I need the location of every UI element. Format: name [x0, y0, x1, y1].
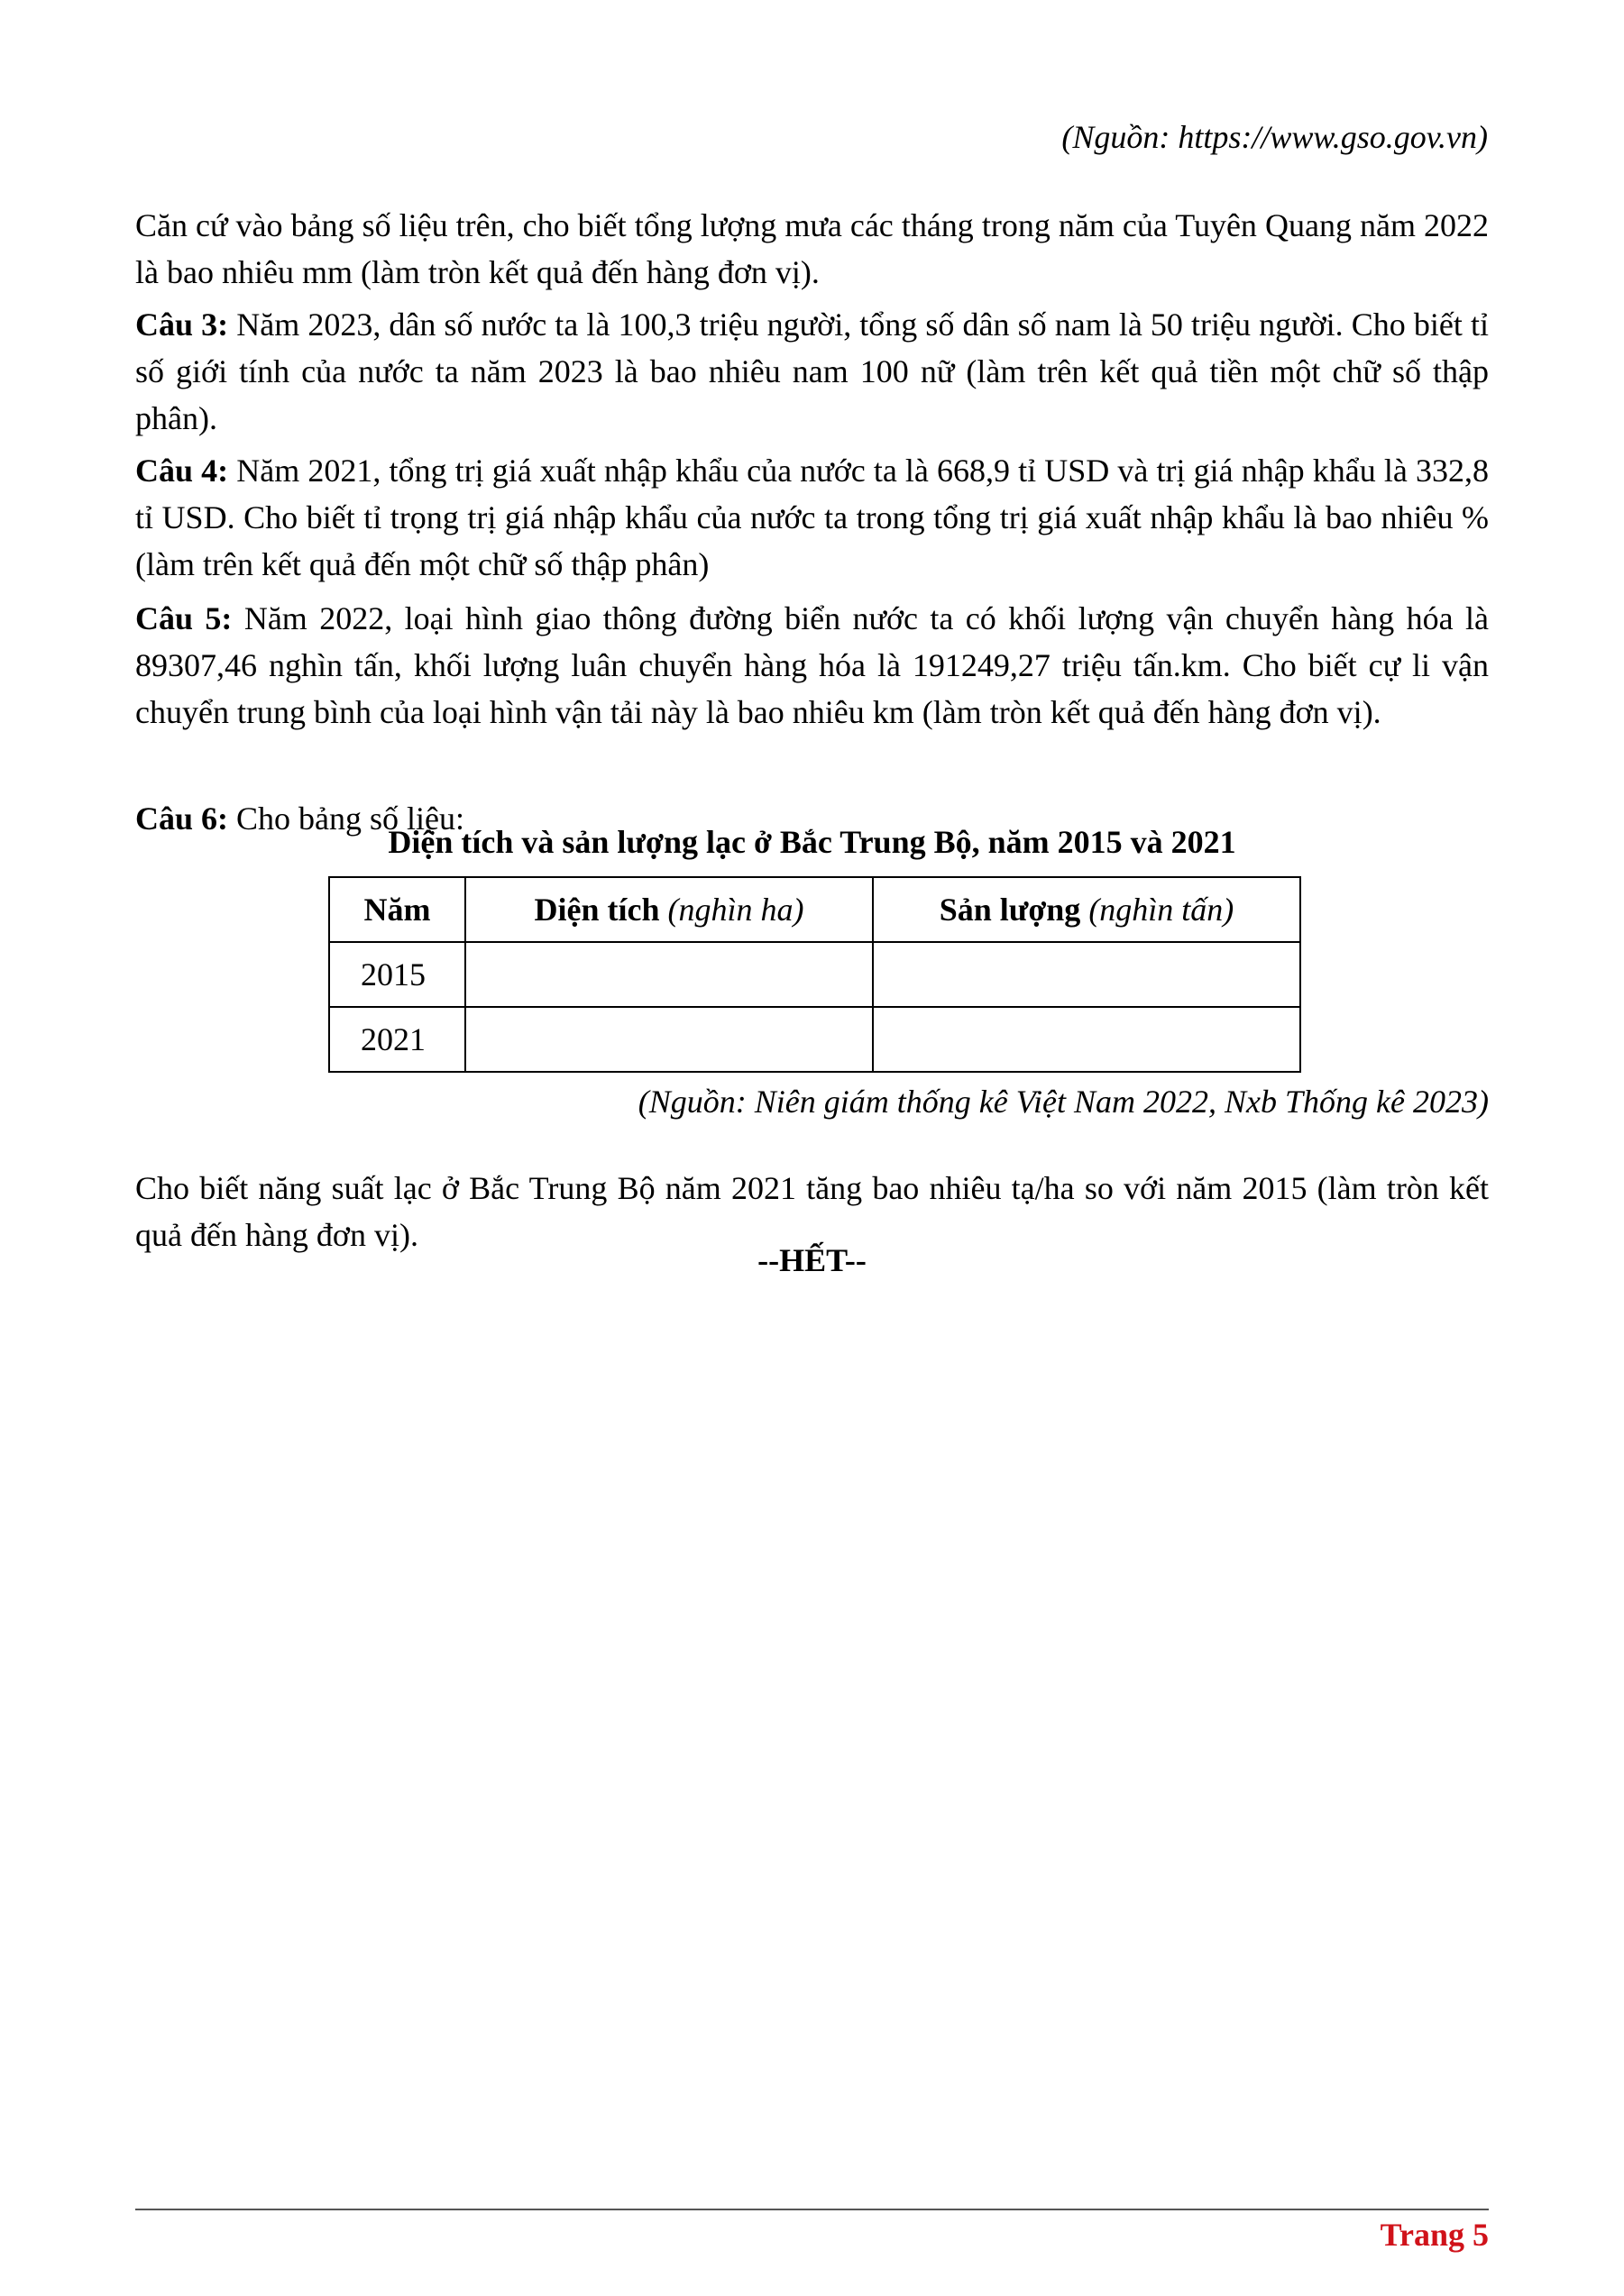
question-5 [135, 595, 1489, 736]
source-note-top: (Nguồn: https://www.gso.gov.vn) [1061, 119, 1488, 155]
intro-paragraph: Căn cứ vào bảng số liệu trên, cho biết tổng lượng mưa các tháng trong năm của Tuyên Quang năm 2022 là bao nhiêu mm (làm tròn kết quả đến hàng đơn vị). [135, 207, 1489, 290]
row-output-cell [873, 1007, 1300, 1072]
table-title: Diện tích và sản lượng lạc ở Bắc Trung Bộ, năm 2015 và 2021 [388, 824, 1236, 860]
table-source-note: (Nguồn: Niên giám thống kê Việt Nam 2022, Nxb Thống kê 2023) [638, 1084, 1489, 1120]
row-year: 2021 [329, 1007, 465, 1072]
header-area-label: Diện tích [534, 892, 660, 928]
question-3 [135, 301, 1489, 442]
question-6-label: Câu 6: [135, 800, 229, 837]
end-mark: --HẾT-- [757, 1242, 867, 1278]
question-6-text: Cho bảng số liệu: [228, 800, 464, 837]
row-output-cell [873, 942, 1300, 1007]
header-output-unit: (nghìn tấn) [1088, 892, 1234, 928]
data-table [328, 876, 1301, 1073]
table-header-row [329, 877, 1300, 942]
footer-divider [135, 2209, 1489, 2210]
question-4 [135, 447, 1489, 588]
question-6-prompt: Cho biết năng suất lạc ở Bắc Trung Bộ năm 2021 tăng bao nhiêu tạ/ha so với năm 2015 (làm tròn kết quả đến hàng đơn vị). [135, 1170, 1489, 1253]
header-output [873, 877, 1300, 942]
header-year: Năm [329, 877, 465, 942]
header-area-unit: (nghìn ha) [667, 892, 804, 928]
question-5-text: Năm 2022, loại hình giao thông đường biển nước ta có khối lượng vận chuyển hàng hóa là 89307,46 nghìn tấn, khối lượng luân chuyển hàng hóa là 191249,27 triệu tấn.km. Cho biết cự li vận chuyển trung bình của loại hình vận tải này là bao nhiêu km (làm tròn kết quả đến hàng đơn vị). [135, 600, 1490, 730]
question-4-text: Năm 2021, tổng trị giá xuất nhập khẩu của nước ta là 668,9 tỉ USD và trị giá nhập khẩu là 332,8 tỉ USD. Cho biết tỉ trọng trị giá nhập khẩu của nước ta trong tổng trị giá xuất nhập khẩu là bao nhiêu % (làm trên kết quả đến một chữ số thập phân) [135, 453, 1490, 582]
question-4-label: Câu 4: [135, 453, 229, 489]
row-area-cell [465, 942, 873, 1007]
page-number: Trang 5 [1380, 2217, 1489, 2253]
table-row [329, 1007, 1300, 1072]
row-area-cell [465, 1007, 873, 1072]
row-year: 2015 [329, 942, 465, 1007]
header-area [465, 877, 873, 942]
question-5-label: Câu 5: [135, 600, 233, 636]
header-output-label: Sản lượng [939, 892, 1081, 928]
question-3-label: Câu 3: [135, 306, 229, 343]
question-3-text: Năm 2023, dân số nước ta là 100,3 triệu người, tổng số dân số nam là 50 triệu người. Cho biết tỉ số giới tính của nước ta năm 2023 là bao nhiêu nam 100 nữ (làm trên kết quả tiền một chữ số thập phân). [135, 306, 1489, 436]
table-row [329, 942, 1300, 1007]
